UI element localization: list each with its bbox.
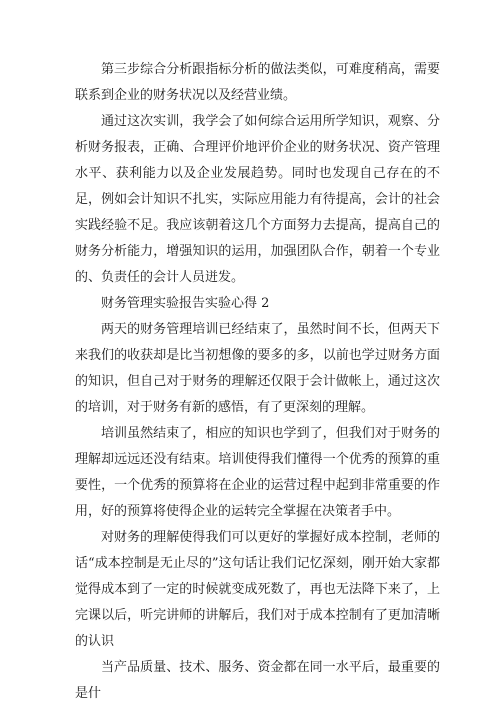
paragraph: 第三步综合分析跟指标分析的做法类似，可难度稍高，需要联系到企业的财务状况以及经营业绩。 bbox=[75, 62, 440, 103]
section-title: 财务管理实验报告实验心得 2 bbox=[101, 296, 270, 311]
paragraph: 当产品质量、技术、服务、资金都在同一水平后，最重要的是什 bbox=[75, 660, 440, 701]
document-body bbox=[75, 57, 440, 707]
paragraph: 两天的财务管理培训已经结束了，虽然时间不长，但两天下来我们的收获却是比当初想像的要多的多，以前也学过财务方面的知识，但自己对于财务的理解还仅限于会计做帐上，通过这次的培训，对于财务有新的感悟，有了更深刻的理解。 bbox=[75, 322, 440, 415]
paragraph: 培训虽然结束了，相应的知识也学到了，但我们对于财务的理解却远远还没有结束。培训使得我们懂得一个优秀的预算的重要性，一个优秀的预算将在企业的运营过程中起到非常重要的作用，好的预算将使得企业的运转完全掌握在决策者手中。 bbox=[75, 426, 440, 519]
paragraph: 通过这次实训，我学会了如何综合运用所学知识，观察、分析财务报表，正确、合理评价地评价企业的财务状况、资产管理水平、获利能力以及企业发展趋势。同时也发现自己存在的不足，例如会计知识不扎实，实际应用能力有待提高，会计的社会实践经验不足。我应该朝着这几个方面努力去提高，提高自己的财务分析能力，增强知识的运用，加强团队合作，朝着一个专业的、负责任的会计人员迸发。 bbox=[75, 114, 440, 285]
paragraph: 对财务的理解使得我们可以更好的掌握好成本控制，老师的话“成本控制是无止尽的”这句话让我们记忆深刻，刚开始大家都觉得成本到了一定的时候就变成死数了，再也无法降下来了，上完课以后，听完讲师的讲解后，我们对于成本控制有了更加清晰的认识 bbox=[75, 530, 440, 649]
